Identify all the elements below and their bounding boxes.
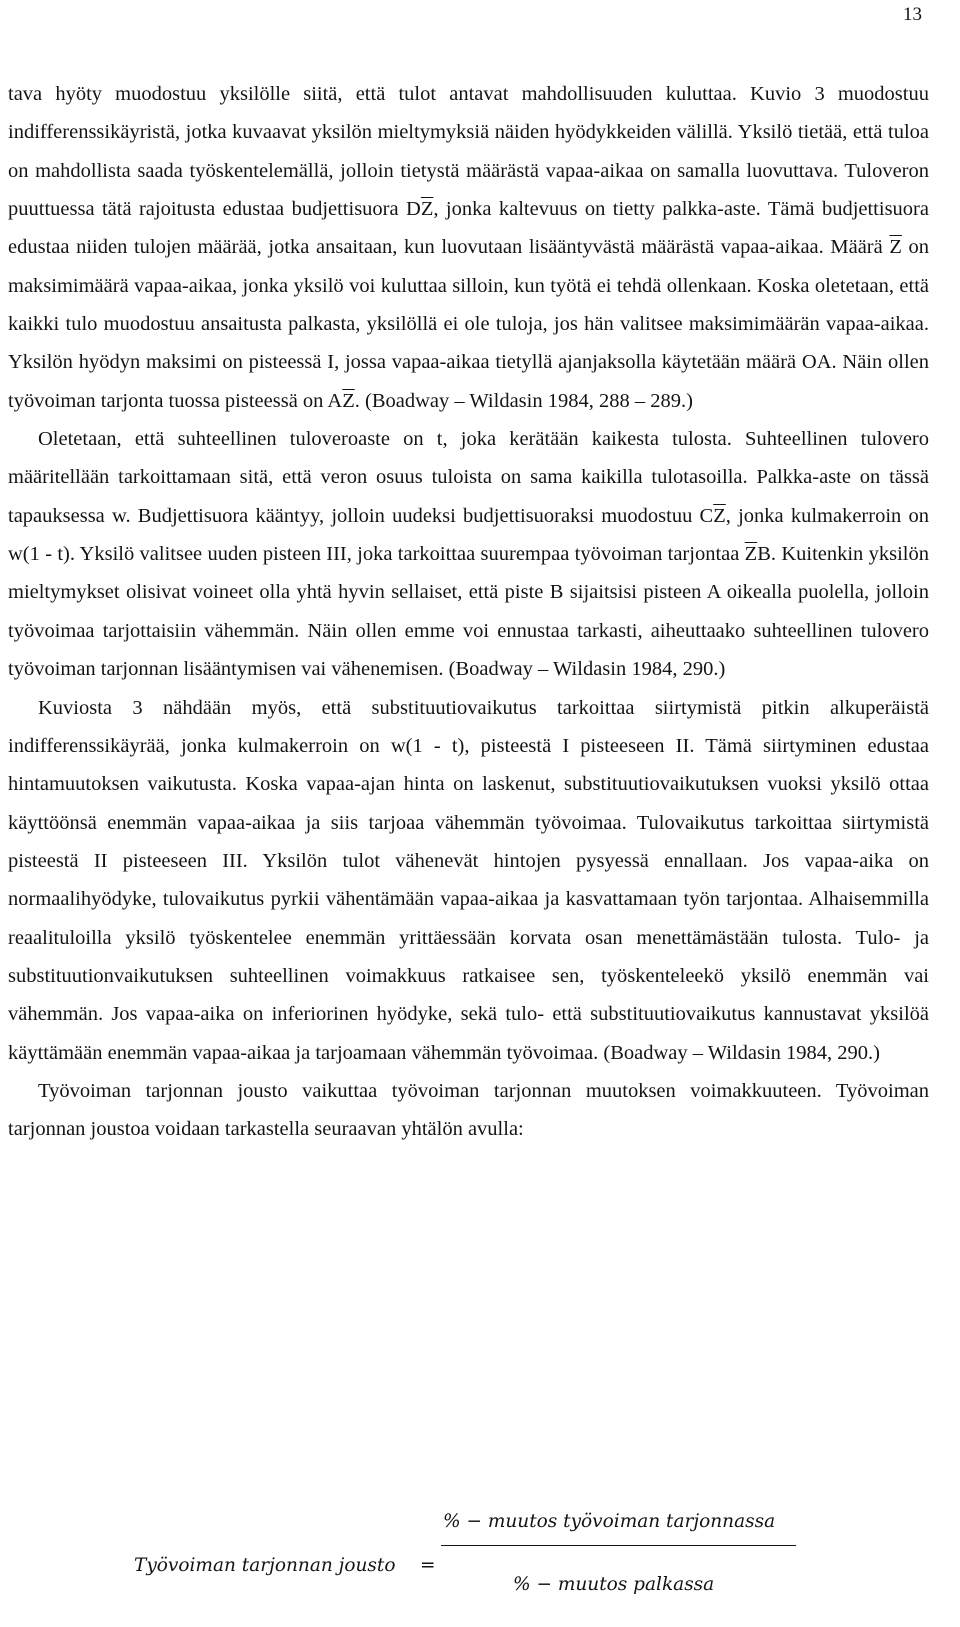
paragraph — [8, 1072, 929, 1149]
page-number: 13 — [903, 4, 922, 25]
text-run: D — [406, 198, 421, 221]
body-text — [8, 75, 929, 1149]
overlined-symbol: $\overline{Z}$ — [713, 504, 726, 527]
elasticity-formula — [0, 1510, 960, 1620]
formula-numerator: % − muutos työvoiman tarjonnassa — [443, 1511, 776, 1532]
overlined-symbol: $\overline{Z}$ — [342, 389, 355, 412]
paragraph — [8, 420, 929, 688]
overlined-symbol: $\overline{Z}$ — [420, 198, 434, 221]
formula-lhs: Työvoiman tarjonnan jousto — [134, 1555, 396, 1576]
text-run: . (Boadway – Wildasin 1984, 288 – 289.) — [354, 389, 693, 412]
text-run: , jonka kulmakerroin on w(1 - t). Yksilö valitsee uuden pisteen III, joka tarkoittaa suurempaa työvoiman tarjontaa — [8, 504, 929, 566]
text-run: on maksimimäärä vapaa-aikaa, jonka yksilö voi kuluttaa silloin, kun työtä ei tehdä ollenkaan. Koska oletetaan, että kaikki tulo muodostuu ansaitusta palkasta, yksilöllä ei ole tuloja, jos hän valitsee maksimimäärän vapaa-aikaa. Yksilön hyödyn maksimi on pisteessä I, jossa vapaa-aikaa tietyllä ajanjaksolla käytetään määrä OA. Näin ollen työvoiman tarjonta tuossa pisteessä on — [8, 236, 929, 412]
text-run: Kuviosta 3 nähdään myös, että substituutiovaikutus tarkoittaa siirtymistä pitkin alkuperäistä indifferenssikäyrää, jonka kulmakerroin on w(1 - t), pisteestä I pisteeseen II. Tämä siirtyminen edustaa hintamuutoksen vaikutusta. Koska vapaa-ajan hinta on laskenut, substituutiovaikutuksen vuoksi yksilö ottaa käyttöönsä enemmän vapaa-aikaa ja siis tarjoaa vähemmän työvoimaa. Tulovaikutus tarkoittaa siirtymistä pisteestä II pisteeseen III. Yksilön tulot vähenevät hintojen pysyessä ennallaan. Jos vapaa-aika on normaalihyödyke, tulovaikutus pyrkii vähentämään vapaa-aikaa ja kasvattamaan työn tarjontaa. Alhaisemmilla reaalituloilla yksilö työskentelee enemmän yrittäessään korvata osan menettämästään tulosta. Tulo- ja substituutionvaikutuksen suhteellinen voimakkuus ratkaisee sen, työskenteleekö yksilö enemmän vai vähemmän. Jos vapaa-aika on inferiorinen hyödyke, sekä tulo- että substituutiovaikutus kannustavat yksilöä käyttämään enemmän vapaa-aikaa ja tarjoamaan vähemmän työvoimaa. (Boadway – Wildasin 1984, 290.) — [8, 696, 929, 1064]
formula-denominator: % − muutos palkassa — [513, 1574, 715, 1595]
text-run: A — [327, 389, 343, 412]
text-run: Oletetaan, että suhteellinen tuloveroaste on t, joka kerätään kaikesta tulosta. Suhteellinen tulovero määritellään tarkoittamaan sitä, että veron osuus tuloista on sama kaikilla tulotasoilla. Palkka-aste on tässä tapauksessa w. Budjettisuora kääntyy, jolloin uudeksi budjettisuoraksi muodostuu — [8, 428, 929, 527]
paragraph — [8, 75, 929, 420]
text-run: Työvoiman tarjonnan jousto vaikuttaa työvoiman tarjonnan muutoksen voimakkuuteen. Työvoiman tarjonnan joustoa voidaan tarkastella seuraavan yhtälön avulla: — [8, 1079, 929, 1141]
overlined-symbol: $\overline{Z}$ — [744, 543, 758, 566]
formula-equals-sign: = — [420, 1555, 436, 1576]
text-run: , jonka kaltevuus on tietty palkka-aste. Tämä budjettisuora edustaa niiden tulojen määrää, jotka ansaitaan, kun luovutaan lisääntyvästä määrästä vapaa-aikaa. Määrä — [8, 198, 929, 259]
overlined-symbol: $\overline{Z}$ — [889, 236, 902, 259]
text-run: tava hyöty muodostuu yksilölle siitä, että tulot antavat mahdollisuuden kuluttaa. Kuvio 3 muodostuu indifferenssikäyristä, jotka kuvaavat yksilön mieltymyksiä näiden hyödykkeiden välillä. Yksilö tietää, että tuloa on mahdollista saada työskentelemällä, jolloin tietystä määrästä vapaa-aikaa on samalla luovuttava. Tuloveron puuttuessa tätä rajoitusta edustaa budjettisuora — [8, 83, 929, 221]
fraction-bar — [441, 1545, 796, 1546]
paragraph — [8, 689, 929, 1072]
text-run: C — [699, 504, 714, 527]
text-run: B. Kuitenkin yksilön mieltymykset olisivat voineet olla yhtä hyvin sellaiset, että piste B sijaitsisi pisteen A oikealla puolella, jolloin työvoimaa tarjottaisiin vähemmän. Näin ollen emme voi ennustaa tarkasti, aiheuttaako suhteellinen tulovero työvoiman tarjonnan lisääntymisen vai vähenemisen. (Boadway – Wildasin 1984, 290.) — [8, 543, 929, 681]
